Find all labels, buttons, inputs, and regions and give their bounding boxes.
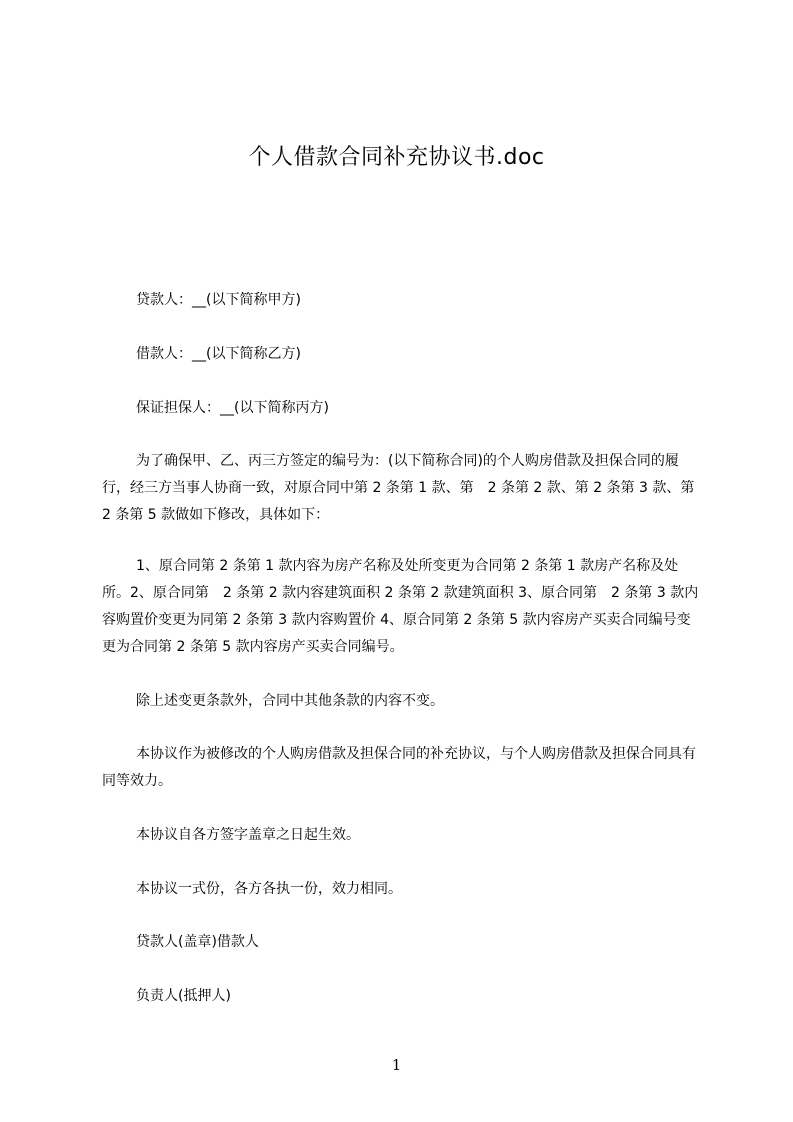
amendment-paragraph: 1、原合同第 2 条第 1 款内容为房产名称及处所变更为合同第 2 条第 1 款房产名称及处所。2、原合同第 2 条第 2 款内容建筑面积 2 条第 2 款建筑面积 3、原合同第 2 条第 3 款内容购置价变更为同第 2 条第 3 款内容购置价 4、原合同第 2 条第 5 款内容房产买卖合同编号变更为合同第 2 条第 5 款内容房产买卖合同编号。 [102,558,699,655]
copies-line: 本协议一式份，各方各执一份，效力相同。 [136,881,402,897]
effective-date-line: 本协议自各方签字盖章之日起生效。 [136,827,360,843]
signature-line-lender: 贷款人(盖章)借款人 [136,934,259,950]
unchanged-clause: 除上述变更条款外，合同中其他条款的内容不变。 [136,693,444,709]
effect-paragraph: 本协议作为被修改的个人购房借款及担保合同的补充协议，与个人购房借款及担保合同具有同等效力。 [102,746,696,789]
document-title: 个人借款合同补充协议书.doc [248,145,545,170]
lender-line: 贷款人：__(以下简称甲方) [136,292,301,308]
guarantor-line: 保证担保人：__(以下简称丙方) [136,400,329,416]
purpose-paragraph: 为了确保甲、乙、丙三方签定的编号为：(以下简称合同)的个人购房借款及担保合同的履行，经三方当事人协商一致，对原合同中第 2 条第 1 款、第 2 条第 2 款、第 2 条第 3 款、第 2 条第 5 款做如下修改，具体如下： [102,453,695,523]
page-number: 1 [391,1056,402,1074]
signature-line-responsible: 负责人(抵押人) [136,988,231,1004]
borrower-line: 借款人：__(以下简称乙方) [136,346,301,362]
